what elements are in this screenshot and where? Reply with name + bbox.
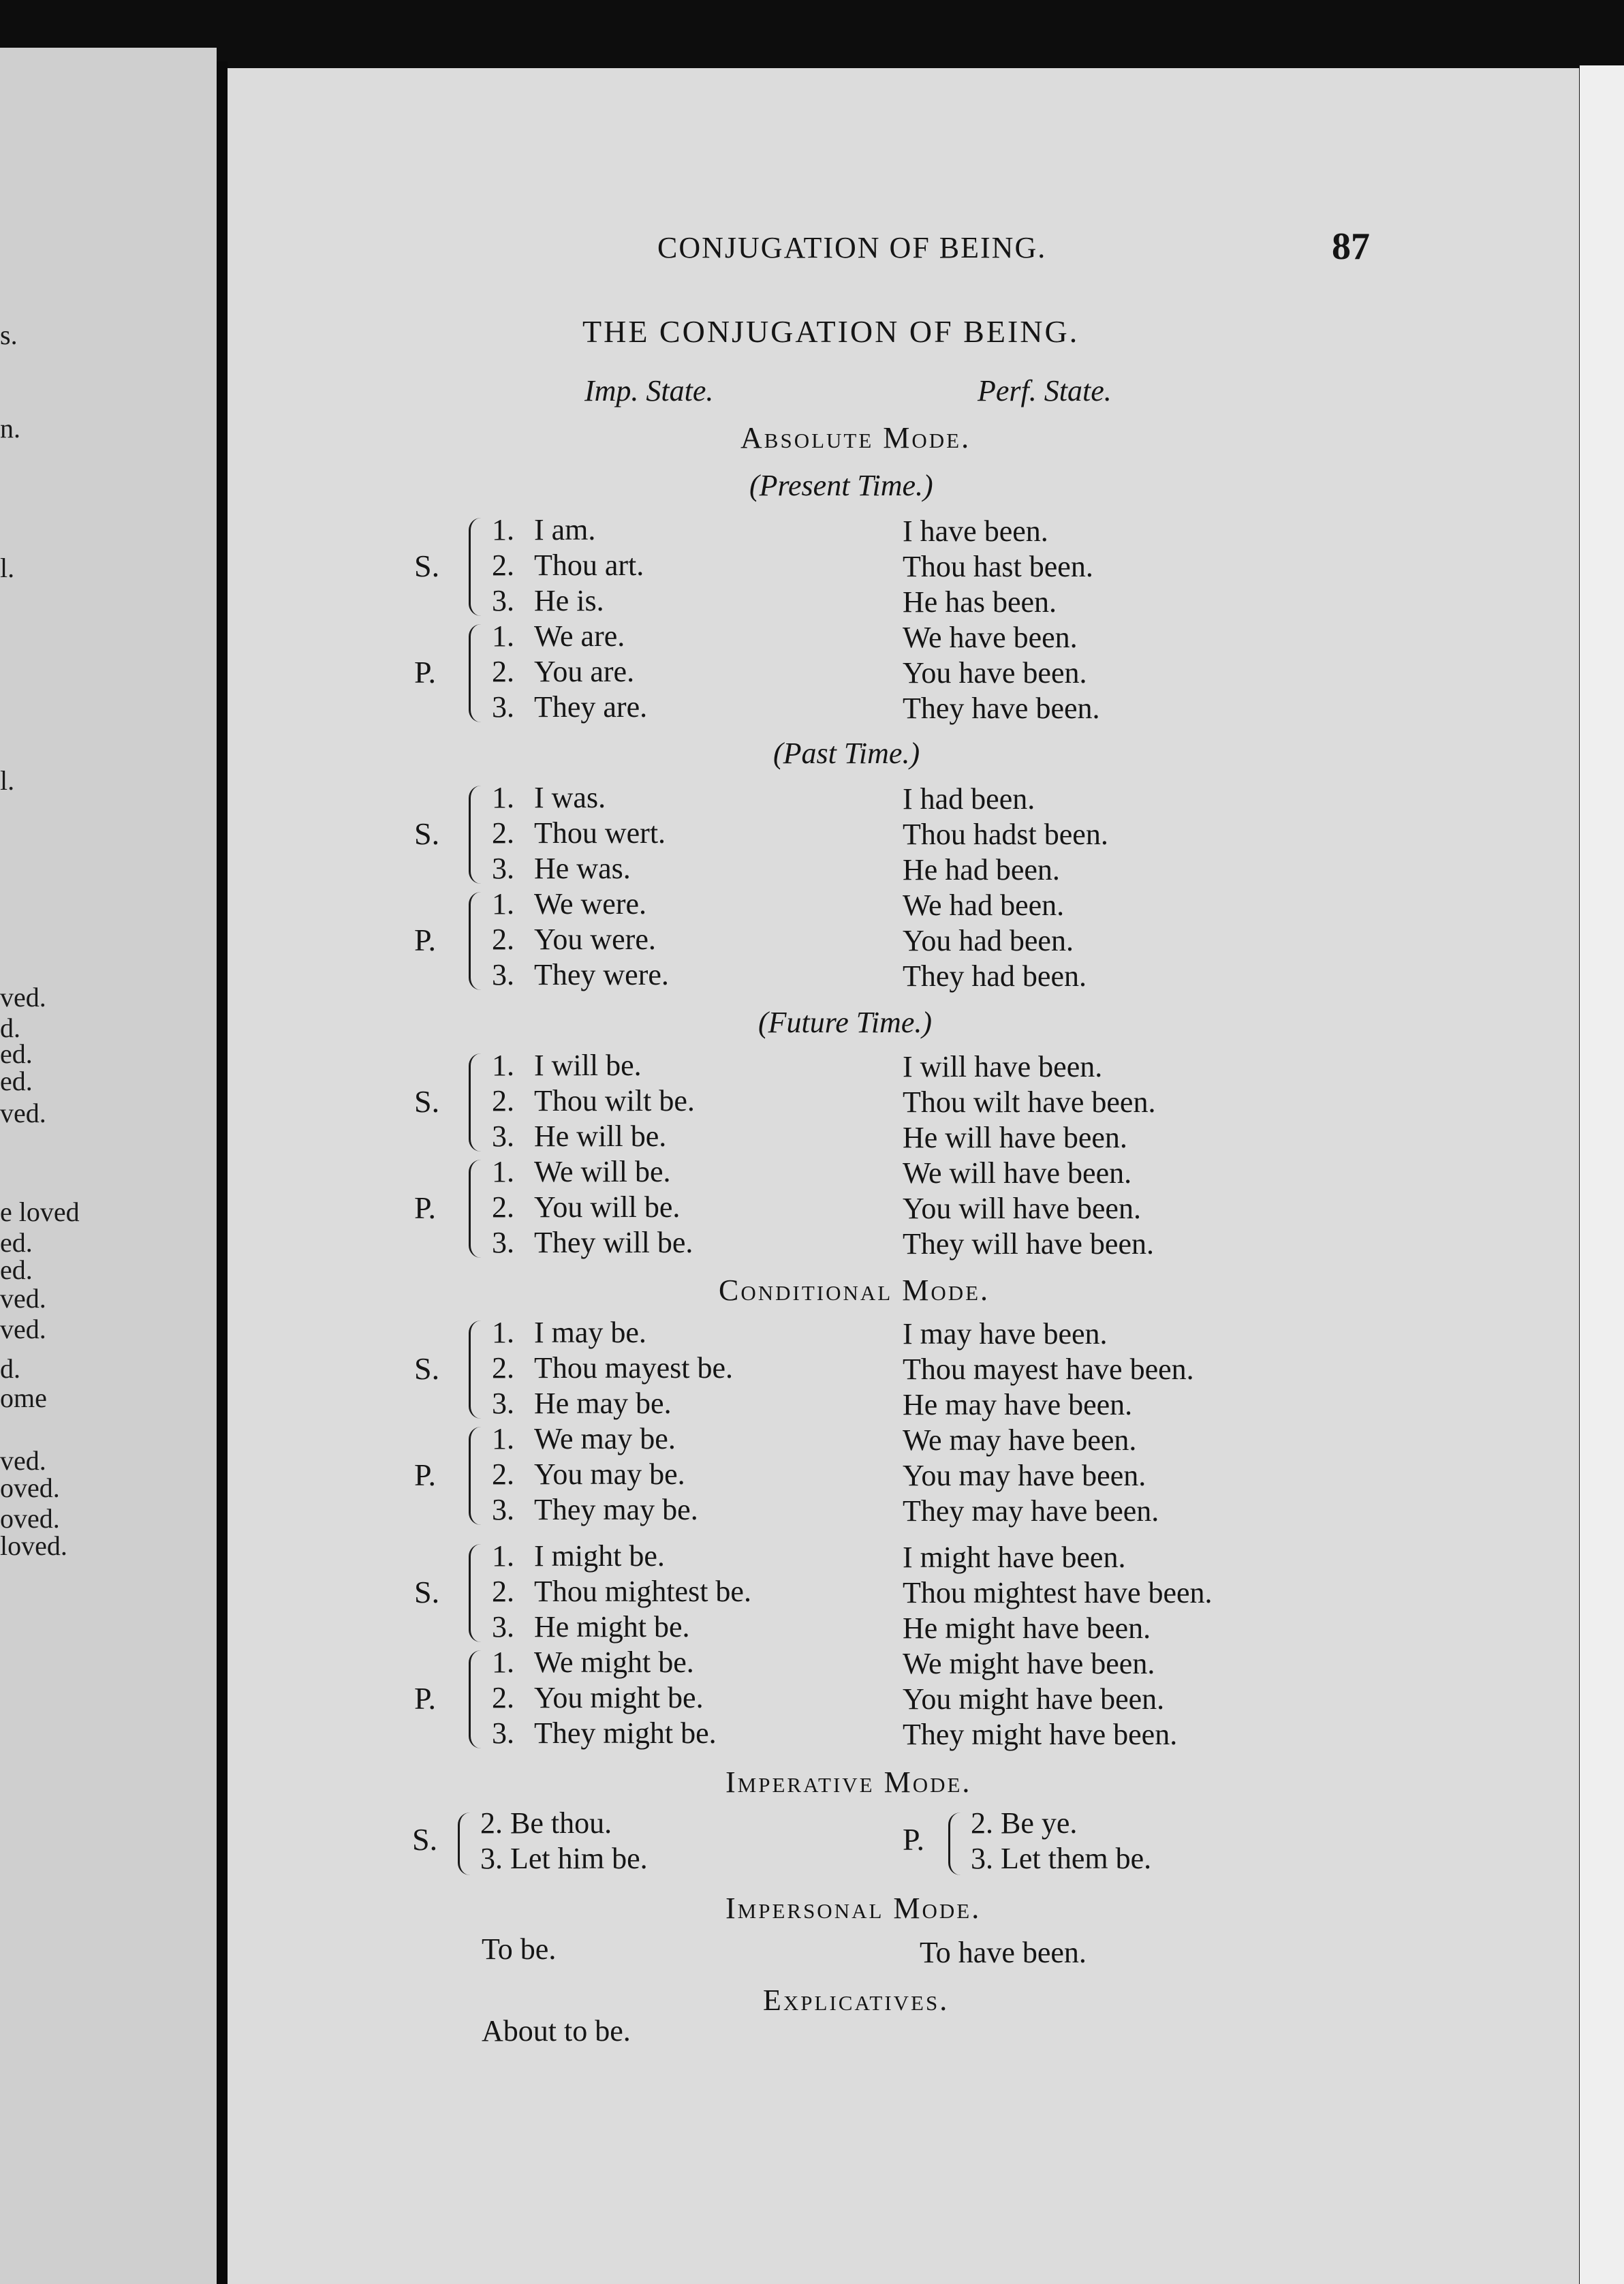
- present-singular-label: S.: [414, 549, 440, 583]
- imperfect-form: I am.: [534, 513, 596, 546]
- page-number: 87: [1332, 226, 1370, 268]
- facing-page-fragment: loved.: [0, 1530, 67, 1561]
- person-number: 1.: [492, 619, 514, 653]
- may-singular-label: S.: [414, 1351, 440, 1386]
- imperfect-form: I may be.: [534, 1316, 646, 1349]
- impersonal-mode-heading: Impersonal Mode.: [725, 1892, 982, 1925]
- imperfect-form: Thou wert.: [534, 816, 666, 850]
- person-number: 2.: [492, 549, 514, 582]
- perfect-form: I will have been.: [903, 1050, 1103, 1083]
- imperfect-form: He may be.: [534, 1387, 672, 1420]
- person-number: 3.: [492, 584, 514, 617]
- past-singular-label: S.: [414, 816, 440, 851]
- imperative-plural-row: 3. Let them be.: [971, 1842, 1152, 1875]
- present-brace: [469, 518, 483, 616]
- facing-page-fragment: oved.: [0, 1472, 60, 1503]
- facing-page-fragment: ved.: [0, 1098, 46, 1128]
- perfect-form: I have been.: [903, 514, 1048, 548]
- imperfect-form: They might be.: [534, 1716, 717, 1750]
- perfect-form: He may have been.: [903, 1388, 1133, 1421]
- person-number: 1.: [492, 887, 514, 921]
- may-plural-label: P.: [414, 1457, 436, 1492]
- perfect-form: Thou hast been.: [903, 550, 1093, 583]
- facing-page-fragment: ed.: [0, 1227, 33, 1258]
- person-number: 2.: [492, 655, 514, 688]
- imperative-plural-row: 2. Be ye.: [971, 1806, 1078, 1840]
- facing-page-fragment: ved.: [0, 982, 46, 1013]
- imperfect-form: They may be.: [534, 1493, 698, 1526]
- imperfect-form: They were.: [534, 958, 669, 991]
- person-number: 1.: [492, 1316, 514, 1349]
- perfect-form: You had been.: [903, 924, 1074, 957]
- person-number: 3.: [492, 690, 514, 724]
- imperative-plural-label: P.: [903, 1822, 924, 1857]
- person-number: 1.: [492, 1646, 514, 1679]
- imperfect-form: You might be.: [534, 1681, 704, 1714]
- perfect-form: We might have been.: [903, 1647, 1155, 1680]
- running-head: CONJUGATION OF BEING.: [657, 231, 1047, 264]
- facing-page-fragment: ed.: [0, 1254, 33, 1285]
- perfect-form: They might have been.: [903, 1718, 1178, 1751]
- conditional-mode-heading: Conditional Mode.: [719, 1274, 990, 1307]
- impersonal-perfect: To have been.: [920, 1936, 1087, 1969]
- facing-page-fragment: d.: [0, 1013, 20, 1043]
- future-brace: [469, 1160, 483, 1258]
- facing-page-fragment: oved.: [0, 1503, 60, 1534]
- person-number: 1.: [492, 1049, 514, 1082]
- person-number: 3.: [492, 1387, 514, 1420]
- perfect-form: I had been.: [903, 782, 1035, 816]
- imperative-singular-label: S.: [412, 1822, 438, 1857]
- imperative-singular-row: 3. Let him be.: [480, 1842, 648, 1875]
- may-brace: [469, 1321, 483, 1419]
- perfect-state-heading: Perf. State.: [978, 374, 1112, 407]
- imperfect-form: You will be.: [534, 1190, 681, 1224]
- person-number: 2.: [492, 1190, 514, 1224]
- imperfect-form: They will be.: [534, 1226, 693, 1259]
- imperfect-form: We may be.: [534, 1422, 676, 1455]
- facing-page-fragment: ved.: [0, 1445, 46, 1476]
- person-number: 1.: [492, 1539, 514, 1573]
- imperfect-form: He was.: [534, 852, 631, 885]
- imperative-mode-heading: Imperative Mode.: [725, 1765, 972, 1799]
- perfect-form: I might have been.: [903, 1541, 1126, 1574]
- imperfect-form: They are.: [534, 690, 648, 724]
- perfect-form: We had been.: [903, 889, 1065, 922]
- scan-right-margin: [1580, 65, 1624, 2284]
- perfect-form: Thou hadst been.: [903, 818, 1108, 851]
- past-brace: [469, 786, 483, 884]
- person-number: 3.: [492, 1120, 514, 1153]
- imperative-singular-row: 2. Be thou.: [480, 1806, 612, 1840]
- imperfect-form: We will be.: [534, 1155, 671, 1188]
- person-number: 2.: [492, 1351, 514, 1385]
- facing-page-fragment: l.: [0, 553, 15, 583]
- present-plural-label: P.: [414, 655, 436, 690]
- present-time-heading: (Present Time.): [749, 469, 933, 502]
- scan-top-border: [0, 0, 1624, 74]
- impersonal-imperfect: To be.: [482, 1932, 557, 1966]
- facing-page-fragment: ed.: [0, 1066, 33, 1096]
- person-number: 2.: [492, 1084, 514, 1117]
- facing-page-fragment: ved.: [0, 1314, 46, 1344]
- person-number: 3.: [492, 1226, 514, 1259]
- imperfect-form: He will be.: [534, 1120, 667, 1153]
- future-brace: [469, 1053, 483, 1152]
- perfect-form: He will have been.: [903, 1121, 1127, 1154]
- future-singular-label: S.: [414, 1084, 440, 1119]
- perfect-form: They have been.: [903, 692, 1100, 725]
- imperfect-form: You are.: [534, 655, 635, 688]
- imperfect-form: Thou mayest be.: [534, 1351, 734, 1385]
- perfect-form: Thou wilt have been.: [903, 1085, 1156, 1119]
- absolute-mode-heading: Absolute Mode.: [740, 421, 971, 454]
- perfect-form: They may have been.: [903, 1494, 1159, 1528]
- person-number: 2.: [492, 1681, 514, 1714]
- perfect-form: He might have been.: [903, 1611, 1151, 1645]
- perfect-form: They had been.: [903, 959, 1087, 993]
- might-plural-label: P.: [414, 1681, 436, 1716]
- person-number: 2.: [492, 923, 514, 956]
- book-gutter: [217, 61, 228, 2284]
- facing-page-fragment: ved.: [0, 1283, 46, 1314]
- might-brace: [469, 1544, 483, 1642]
- person-number: 1.: [492, 1155, 514, 1188]
- facing-page-fragment: ome: [0, 1383, 47, 1413]
- explicatives-heading: Explicatives.: [763, 1984, 950, 2017]
- imperfect-state-heading: Imp. State.: [584, 374, 714, 407]
- perfect-form: He had been.: [903, 853, 1060, 886]
- past-plural-label: P.: [414, 923, 436, 957]
- may-brace: [469, 1427, 483, 1525]
- imperfect-form: I will be.: [534, 1049, 642, 1082]
- imperfect-form: Thou wilt be.: [534, 1084, 695, 1117]
- present-brace: [469, 624, 483, 722]
- perfect-form: I may have been.: [903, 1317, 1108, 1351]
- person-number: 1.: [492, 513, 514, 546]
- facing-page-fragment: l.: [0, 765, 15, 796]
- imperfect-form: I was.: [534, 781, 606, 814]
- person-number: 1.: [492, 1422, 514, 1455]
- imperfect-form: Thou art.: [534, 549, 644, 582]
- person-number: 3.: [492, 958, 514, 991]
- perfect-form: You might have been.: [903, 1682, 1165, 1716]
- perfect-form: You may have been.: [903, 1459, 1146, 1492]
- person-number: 3.: [492, 852, 514, 885]
- perfect-form: We have been.: [903, 621, 1078, 654]
- perfect-form: You have been.: [903, 656, 1087, 690]
- imperfect-form: I might be.: [534, 1539, 665, 1573]
- perfect-form: They will have been.: [903, 1227, 1154, 1261]
- explicatives-imperfect: About to be.: [482, 2014, 631, 2048]
- facing-page-fragment: d.: [0, 1353, 20, 1384]
- person-number: 3.: [492, 1716, 514, 1750]
- imperfect-form: He is.: [534, 584, 604, 617]
- person-number: 1.: [492, 781, 514, 814]
- might-brace: [469, 1650, 483, 1748]
- person-number: 3.: [492, 1610, 514, 1643]
- perfect-form: Thou mayest have been.: [903, 1353, 1194, 1386]
- might-singular-label: S.: [414, 1575, 440, 1609]
- past-brace: [469, 892, 483, 990]
- imperfect-form: You may be.: [534, 1457, 685, 1491]
- perfect-form: He has been.: [903, 585, 1057, 619]
- perfect-form: We may have been.: [903, 1423, 1137, 1457]
- imperative-singular-brace: [458, 1812, 472, 1875]
- person-number: 2.: [492, 1575, 514, 1608]
- imperfect-form: We are.: [534, 619, 625, 653]
- perfect-form: You will have been.: [903, 1192, 1141, 1225]
- facing-page-fragment: e loved: [0, 1197, 80, 1227]
- perfect-form: We will have been.: [903, 1156, 1132, 1190]
- imperfect-form: He might be.: [534, 1610, 690, 1643]
- person-number: 2.: [492, 1457, 514, 1491]
- perfect-form: Thou mightest have been.: [903, 1576, 1213, 1609]
- future-plural-label: P.: [414, 1190, 436, 1225]
- facing-page-fragment: n.: [0, 413, 20, 444]
- imperfect-form: We were.: [534, 887, 647, 921]
- person-number: 2.: [492, 816, 514, 850]
- imperfect-form: Thou mightest be.: [534, 1575, 751, 1608]
- facing-page-fragment: s.: [0, 320, 18, 350]
- future-time-heading: (Future Time.): [758, 1006, 932, 1039]
- person-number: 3.: [492, 1493, 514, 1526]
- imperfect-form: You were.: [534, 923, 656, 956]
- past-time-heading: (Past Time.): [773, 737, 920, 770]
- imperfect-form: We might be.: [534, 1646, 694, 1679]
- page-title: THE CONJUGATION OF BEING.: [582, 314, 1080, 349]
- imperative-plural-brace: [948, 1812, 963, 1875]
- facing-page-fragment: ed.: [0, 1038, 33, 1069]
- facing-page-edge: [0, 48, 217, 2284]
